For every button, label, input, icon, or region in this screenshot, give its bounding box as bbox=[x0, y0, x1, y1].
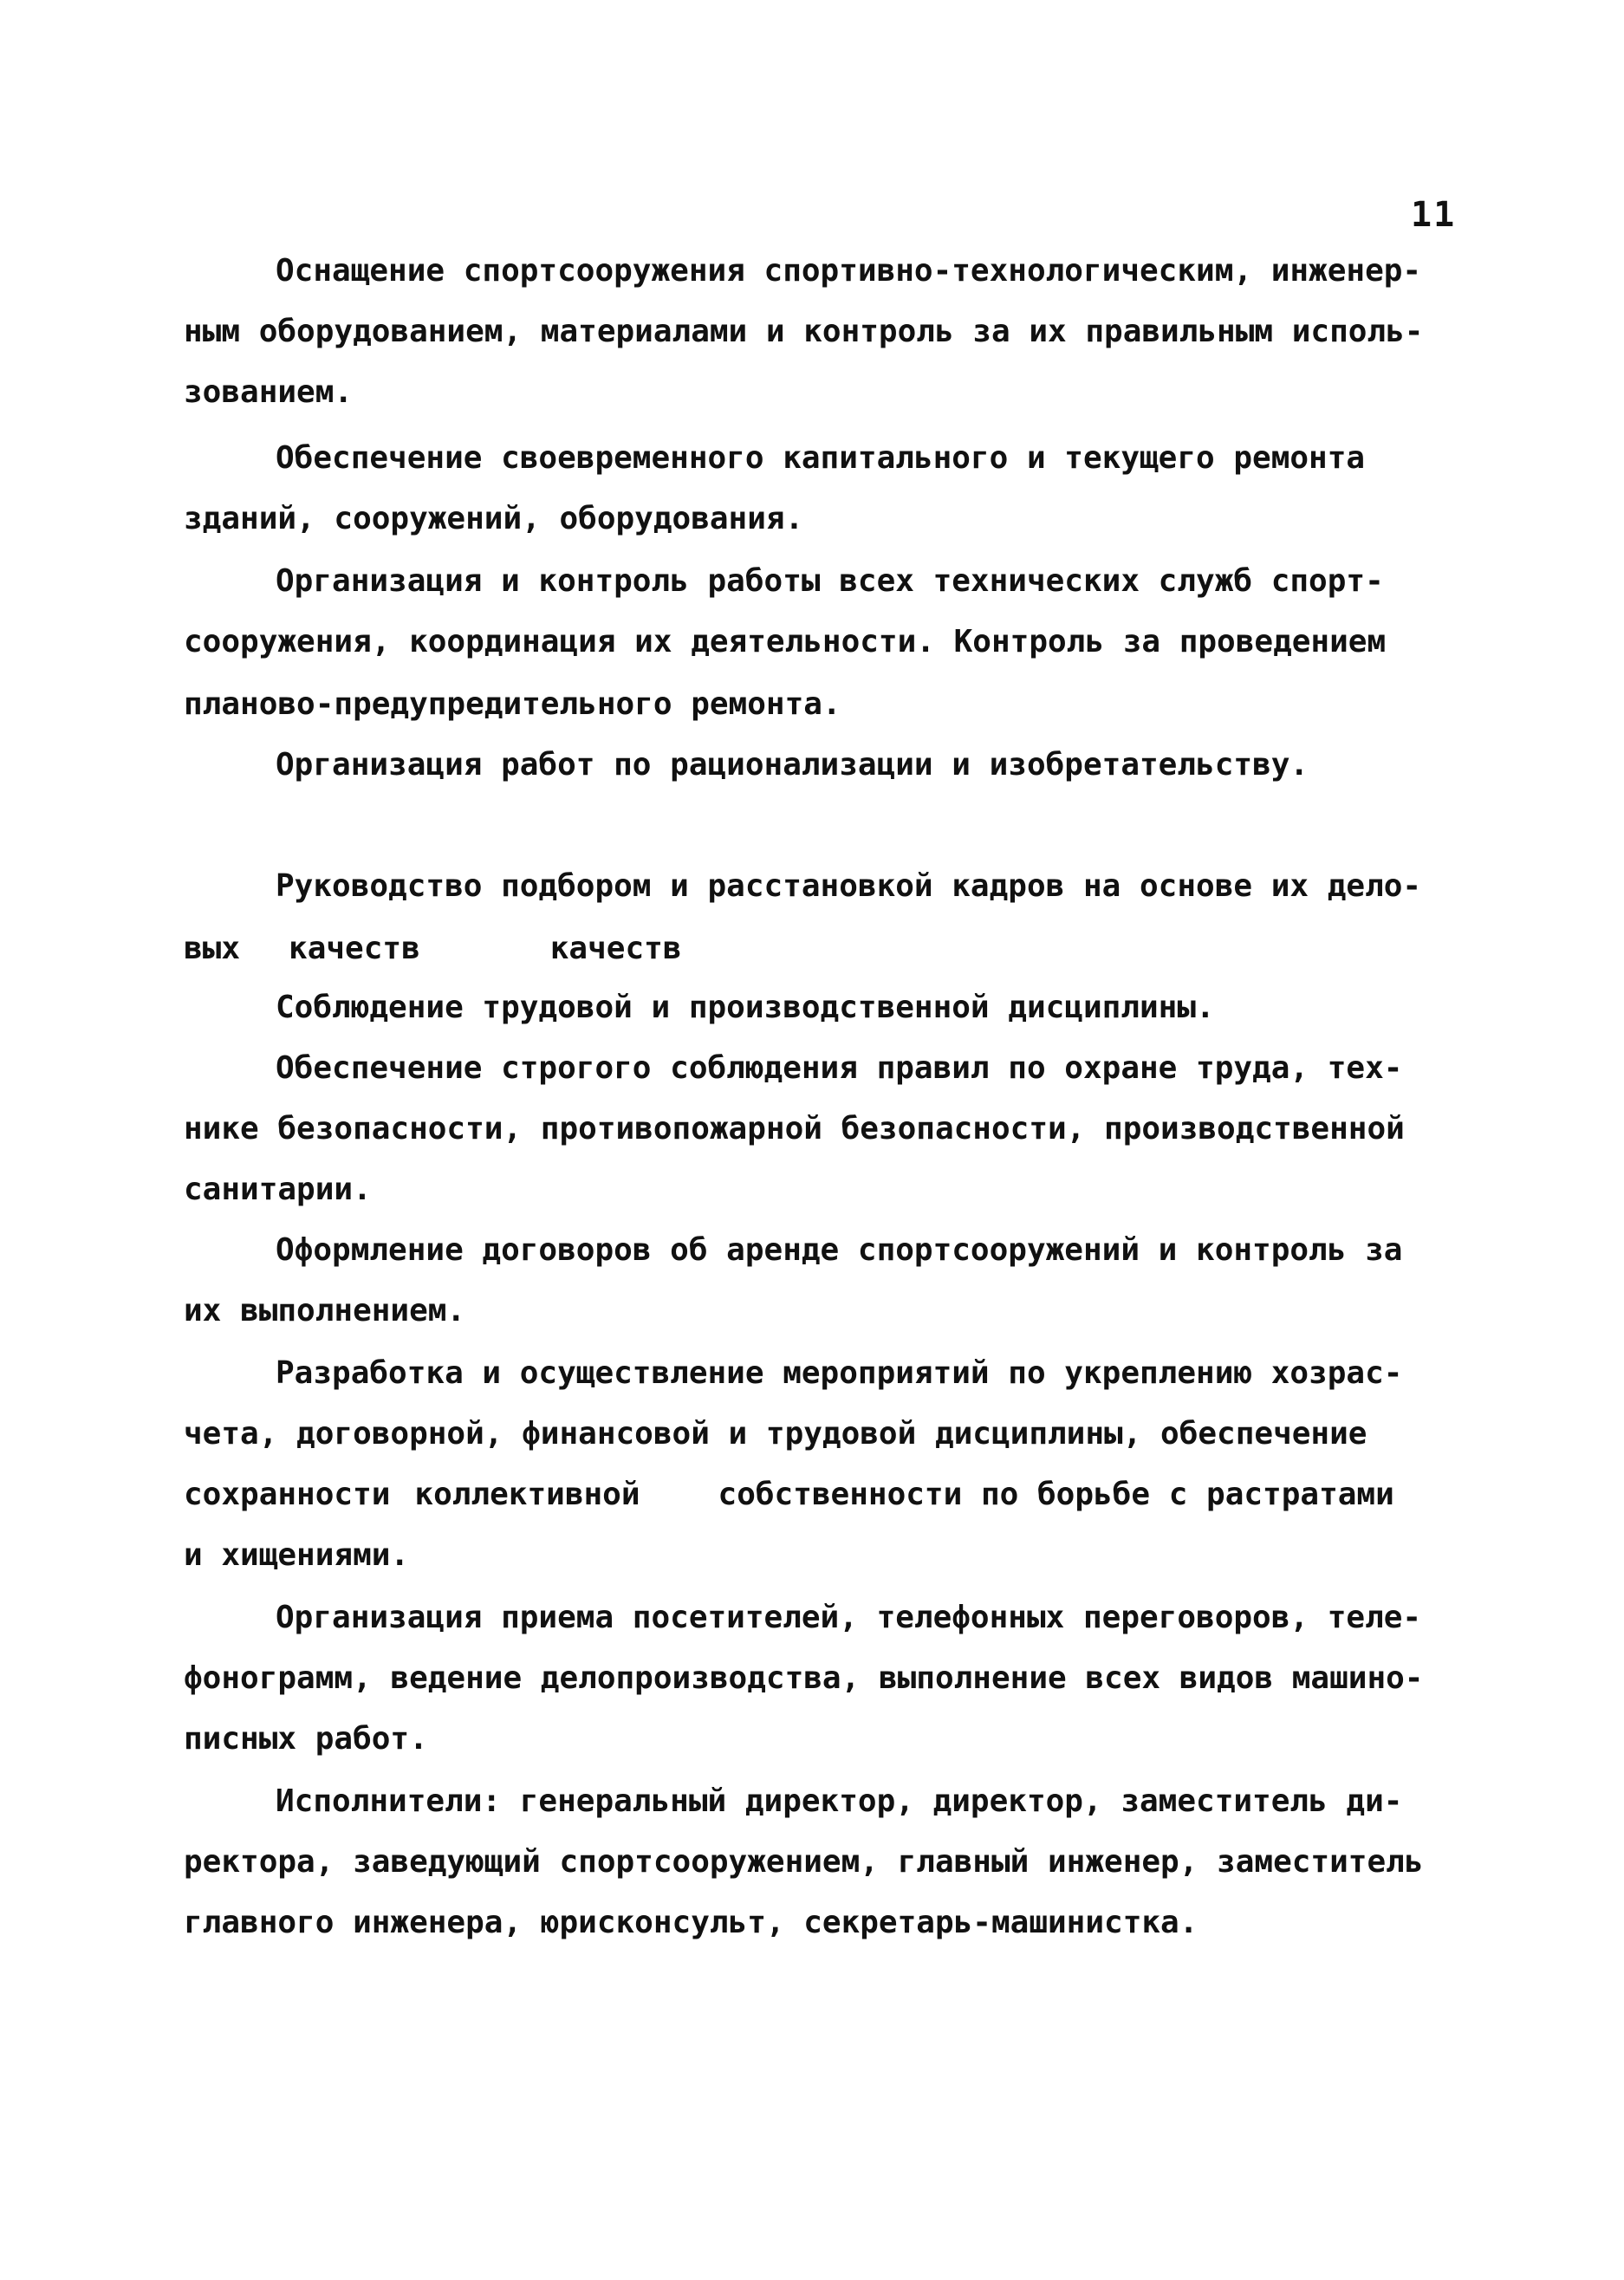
text-line: Оформление договоров об аренде спортсооружений и контроль за bbox=[276, 1232, 1403, 1268]
text-line: Разработка и осуществление мероприятий по укреплению хозрас- bbox=[276, 1355, 1403, 1391]
text-line: Соблюдение трудовой и производственной дисциплины. bbox=[276, 990, 1215, 1025]
text-fragment: сохранности bbox=[184, 1477, 391, 1512]
text-line: зданий, сооружений, оборудования. bbox=[184, 501, 804, 536]
text-fragment: собственности по борьбе с растратами bbox=[718, 1477, 1394, 1512]
text-line: ным оборудованием, материалами и контроль за их правильным исполь- bbox=[184, 314, 1424, 349]
text-line: главного инженера, юрисконсульт, секретарь-машинистка. bbox=[184, 1905, 1199, 1940]
page-number: 11 bbox=[1411, 195, 1457, 235]
text-fragment: качеств bbox=[549, 931, 682, 966]
text-line: планово-предупредительного ремонта. bbox=[184, 686, 841, 722]
text-line: Исполнители: генеральный директор, директор, заместитель ди- bbox=[276, 1783, 1403, 1819]
text-line bbox=[184, 929, 1432, 969]
text-line: нике безопасности, противопожарной безопасности, производственной bbox=[184, 1111, 1405, 1146]
text-line: сооружения, координация их деятельности. Контроль за проведением bbox=[184, 624, 1387, 659]
text-line: писных работ. bbox=[184, 1721, 428, 1757]
text-line: Оснащение спортсооружения спортивно-технологическим, инженер- bbox=[276, 253, 1422, 289]
text-fragment: качеств bbox=[289, 931, 420, 966]
text-line: ректора, заведующий спортсооружением, главный инженер, заместитель bbox=[184, 1844, 1424, 1880]
text-fragment: коллективной bbox=[414, 1477, 640, 1512]
text-line: зованием. bbox=[184, 374, 354, 410]
text-line: их выполнением. bbox=[184, 1293, 466, 1328]
text-line: Руководство подбором и расстановкой кадров на основе их дело- bbox=[276, 868, 1422, 904]
text-line: Организация приема посетителей, телефонных переговоров, теле- bbox=[276, 1600, 1422, 1635]
text-line: чета, договорной, финансовой и трудовой дисциплины, обеспечение bbox=[184, 1416, 1367, 1452]
text-line: санитарии. bbox=[184, 1172, 372, 1207]
text-line bbox=[184, 1475, 1432, 1515]
text-line: фонограмм, ведение делопроизводства, выполнение всех видов машино- bbox=[184, 1660, 1424, 1696]
text-line: Обеспечение строгого соблюдения правил по охране труда, тех- bbox=[276, 1050, 1403, 1086]
text-line: Организация и контроль работы всех технических служб спорт- bbox=[276, 563, 1384, 599]
text-fragment: вых bbox=[184, 931, 241, 966]
text-line: и хищениями. bbox=[184, 1537, 410, 1573]
text-line: Организация работ по рационализации и изобретательству. bbox=[276, 747, 1309, 783]
text-line: Обеспечение своевременного капитального и текущего ремонта bbox=[276, 440, 1366, 476]
